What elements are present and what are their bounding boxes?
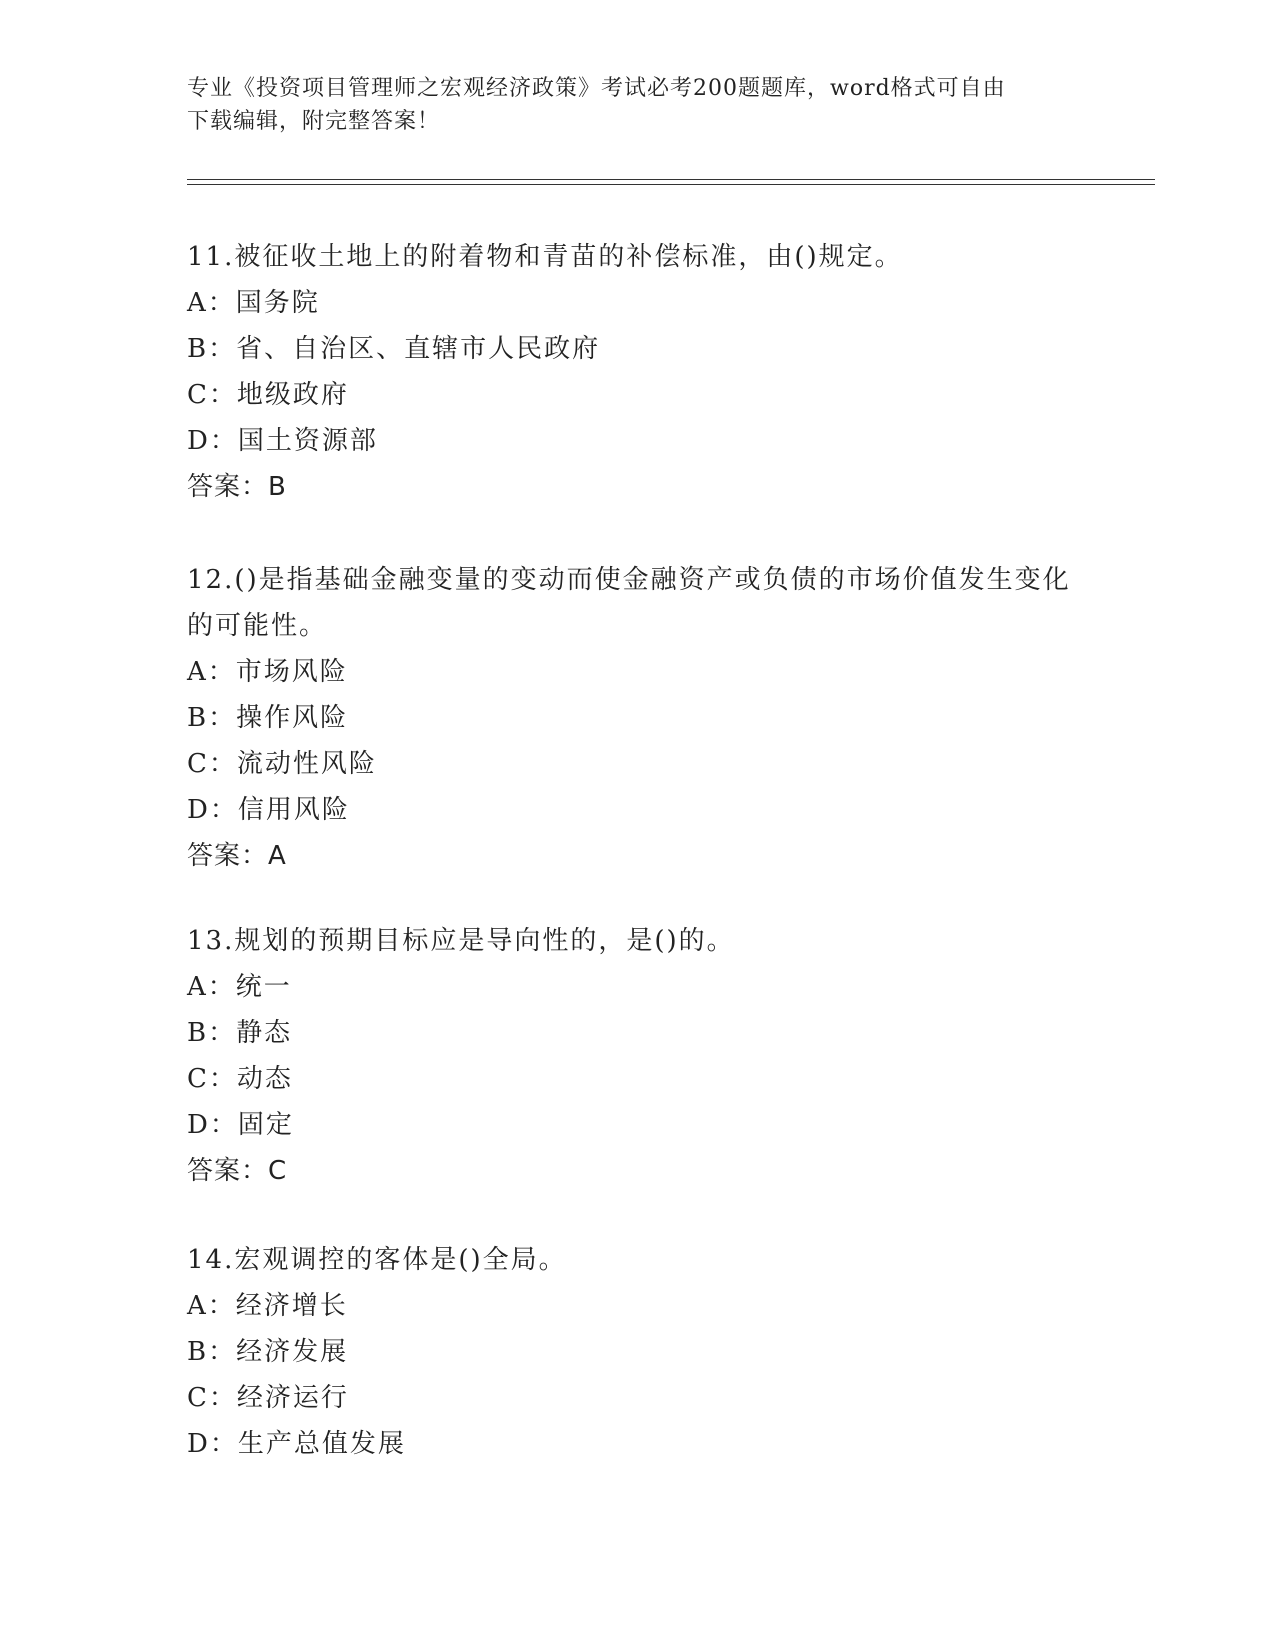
option-c: C：流动性风险 <box>187 749 377 779</box>
option-b: B：静态 <box>187 1018 293 1048</box>
header-divider-bottom <box>187 184 1155 185</box>
question-text: 11.被征收土地上的附着物和青苗的补偿标准，由()规定。 <box>187 242 903 272</box>
question-text: 12.()是指基础金融变量的变动而使金融资产或负债的市场价值发生变化的可能性。 <box>187 565 1071 641</box>
answer: 答案：A <box>187 841 287 871</box>
option-d: D：固定 <box>187 1110 294 1140</box>
header-line-2: 下载编辑，附完整答案！ <box>187 109 441 134</box>
option-b: B：操作风险 <box>187 703 349 733</box>
option-b: B：省、自治区、直辖市人民政府 <box>187 334 601 364</box>
answer: 答案：C <box>187 1156 288 1186</box>
option-c: C：经济运行 <box>187 1383 349 1413</box>
option-d: D：信用风险 <box>187 795 350 825</box>
question-11 <box>187 234 1087 510</box>
question-text: 14.宏观调控的客体是()全局。 <box>187 1245 567 1275</box>
option-d: D：国土资源部 <box>187 426 378 456</box>
option-b: B：经济发展 <box>187 1337 349 1367</box>
question-13 <box>187 918 1087 1194</box>
option-a: A：国务院 <box>187 288 320 318</box>
question-text: 13.规划的预期目标应是导向性的，是()的。 <box>187 926 735 956</box>
option-c: C：动态 <box>187 1064 293 1094</box>
header-line-1: 专业《投资项目管理师之宏观经济政策》考试必考200题题库，word格式可自由 <box>187 76 1006 101</box>
option-c: C：地级政府 <box>187 380 349 410</box>
option-a: A：市场风险 <box>187 657 348 687</box>
header-divider-top <box>187 179 1155 180</box>
answer: 答案：B <box>187 472 287 502</box>
option-a: A：统一 <box>187 972 292 1002</box>
question-14 <box>187 1237 1087 1467</box>
option-d: D：生产总值发展 <box>187 1429 406 1459</box>
question-12 <box>187 557 1087 879</box>
option-a: A：经济增长 <box>187 1291 348 1321</box>
document-header <box>187 72 1087 138</box>
